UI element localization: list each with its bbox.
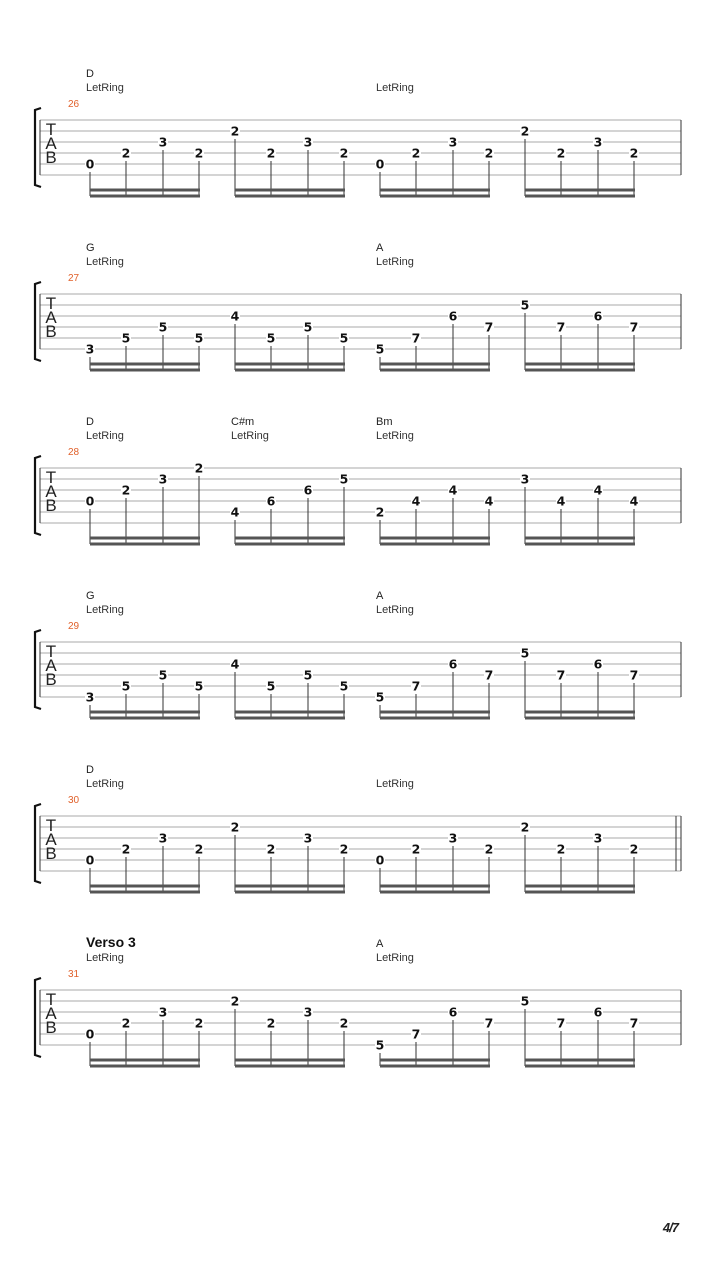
fret-number: 2	[121, 482, 131, 498]
let-ring-label: LetRing	[376, 82, 414, 94]
beam-primary	[235, 189, 345, 192]
page-number: 4/7	[662, 1220, 678, 1235]
let-ring-label: LetRing	[86, 82, 124, 94]
beam-secondary	[235, 891, 345, 894]
tab-clef-letter: B	[45, 670, 57, 689]
measure-number: 29	[68, 621, 80, 632]
fret-number: 2	[230, 123, 240, 139]
beam-primary	[90, 885, 200, 888]
tab-system	[35, 590, 681, 720]
fret-number: 2	[556, 145, 566, 161]
beam-group	[520, 646, 639, 720]
fret-number: 4	[448, 482, 458, 498]
fret-number: 7	[629, 1015, 639, 1031]
fret-number: 5	[303, 319, 313, 335]
fret-number: 5	[339, 471, 349, 487]
fret-number: 3	[593, 134, 603, 150]
fret-number: 3	[158, 134, 168, 150]
fret-number: 2	[520, 819, 530, 835]
fret-number: 2	[411, 841, 421, 857]
measure-number: 31	[68, 969, 80, 980]
fret-number: 4	[629, 493, 639, 509]
beam-primary	[380, 1059, 490, 1062]
fret-number: 2	[484, 841, 494, 857]
chord-name: A	[376, 590, 384, 602]
fret-number: 5	[375, 341, 385, 357]
beam-group	[375, 483, 494, 546]
tab-clef-letter: A	[45, 308, 57, 327]
fret-number: 6	[448, 1004, 458, 1020]
fret-number: 3	[303, 1004, 313, 1020]
measure-number: 28	[68, 447, 80, 458]
beam-secondary	[380, 195, 490, 198]
beam-primary	[235, 711, 345, 714]
fret-number: 5	[303, 667, 313, 683]
beam-group	[85, 1005, 204, 1068]
beam-group	[230, 994, 349, 1068]
fret-number: 2	[629, 841, 639, 857]
tab-clef-letter: B	[45, 496, 57, 515]
fret-number: 6	[593, 656, 603, 672]
beam-group	[230, 820, 349, 894]
tab-clef-letter: B	[45, 148, 57, 167]
let-ring-label: LetRing	[86, 430, 124, 442]
fret-number: 2	[194, 460, 204, 476]
beam-primary	[380, 363, 490, 366]
beam-secondary	[525, 1065, 635, 1068]
beam-primary	[525, 1059, 635, 1062]
fret-number: 2	[121, 145, 131, 161]
fret-number: 7	[411, 678, 421, 694]
fret-number: 7	[484, 667, 494, 683]
chord-name: D	[86, 68, 94, 80]
fret-number: 4	[230, 656, 240, 672]
let-ring-label: LetRing	[86, 256, 124, 268]
fret-number: 7	[411, 330, 421, 346]
beam-group	[375, 309, 494, 372]
fret-number: 7	[629, 667, 639, 683]
let-ring-label: LetRing	[376, 604, 414, 616]
tab-clef-letter: A	[45, 1004, 57, 1023]
fret-number: 2	[266, 145, 276, 161]
fret-number: 3	[520, 471, 530, 487]
beam-group	[230, 657, 349, 720]
beam-secondary	[90, 891, 200, 894]
fret-number: 5	[339, 678, 349, 694]
chord-name: G	[86, 242, 95, 254]
let-ring-label: LetRing	[86, 778, 124, 790]
fret-number: 5	[520, 297, 530, 313]
beam-primary	[380, 885, 490, 888]
tab-clef-letter: T	[45, 468, 57, 487]
tab-clef-letter: A	[45, 134, 57, 153]
chord-name: Bm	[376, 416, 393, 428]
fret-number: 5	[158, 667, 168, 683]
fret-number: 5	[194, 678, 204, 694]
fret-number: 0	[375, 156, 385, 172]
beam-group	[230, 124, 349, 198]
let-ring-label: LetRing	[376, 952, 414, 964]
fret-number: 5	[158, 319, 168, 335]
beam-group	[230, 472, 349, 546]
fret-number: 4	[230, 504, 240, 520]
tab-clef-letter: T	[45, 990, 57, 1009]
chord-name: D	[86, 764, 94, 776]
beam-secondary	[525, 195, 635, 198]
beam-secondary	[380, 891, 490, 894]
fret-number: 7	[411, 1026, 421, 1042]
fret-number: 2	[520, 123, 530, 139]
fret-number: 5	[375, 1037, 385, 1053]
tab-system	[35, 934, 681, 1068]
fret-number: 0	[85, 493, 95, 509]
fret-number: 2	[411, 145, 421, 161]
beam-secondary	[90, 543, 200, 546]
beam-primary	[525, 537, 635, 540]
beam-primary	[235, 885, 345, 888]
measure-number: 30	[68, 795, 80, 806]
beam-group	[520, 472, 639, 546]
beam-group	[375, 657, 494, 720]
tab-clef-letter: B	[45, 322, 57, 341]
fret-number: 6	[593, 308, 603, 324]
fret-number: 6	[266, 493, 276, 509]
beam-secondary	[90, 1065, 200, 1068]
let-ring-label: LetRing	[376, 430, 414, 442]
fret-number: 2	[339, 145, 349, 161]
beam-primary	[90, 537, 200, 540]
fret-number: 6	[303, 482, 313, 498]
beam-secondary	[235, 195, 345, 198]
beam-secondary	[380, 543, 490, 546]
fret-number: 2	[266, 841, 276, 857]
fret-number: 0	[375, 852, 385, 868]
beam-group	[375, 1005, 494, 1068]
fret-number: 7	[484, 319, 494, 335]
beam-primary	[525, 885, 635, 888]
fret-number: 2	[266, 1015, 276, 1031]
fret-number: 5	[121, 678, 131, 694]
beam-primary	[235, 537, 345, 540]
fret-number: 2	[339, 841, 349, 857]
fret-number: 3	[303, 830, 313, 846]
fret-number: 3	[158, 471, 168, 487]
fret-number: 3	[158, 1004, 168, 1020]
fret-number: 7	[556, 1015, 566, 1031]
fret-number: 2	[230, 993, 240, 1009]
fret-number: 2	[194, 1015, 204, 1031]
beam-primary	[380, 537, 490, 540]
fret-number: 4	[593, 482, 603, 498]
let-ring-label: LetRing	[376, 256, 414, 268]
beam-secondary	[525, 891, 635, 894]
fret-number: 3	[448, 830, 458, 846]
beam-primary	[380, 189, 490, 192]
tab-system	[35, 242, 681, 372]
fret-number: 5	[266, 330, 276, 346]
fret-number: 7	[556, 667, 566, 683]
beam-secondary	[235, 543, 345, 546]
chord-name: A	[376, 938, 384, 950]
beam-secondary	[235, 1065, 345, 1068]
beam-primary	[380, 711, 490, 714]
fret-number: 3	[85, 689, 95, 705]
tab-system	[35, 68, 681, 198]
beam-group	[520, 298, 639, 372]
fret-number: 0	[85, 852, 95, 868]
beam-group	[230, 309, 349, 372]
beam-secondary	[380, 717, 490, 720]
fret-number: 0	[85, 1026, 95, 1042]
tab-clef-letter: A	[45, 482, 57, 501]
tab-clef-letter: T	[45, 642, 57, 661]
fret-number: 3	[303, 134, 313, 150]
fret-number: 4	[556, 493, 566, 509]
beam-primary	[235, 363, 345, 366]
fret-number: 7	[484, 1015, 494, 1031]
fret-number: 6	[448, 308, 458, 324]
fret-number: 2	[194, 145, 204, 161]
fret-number: 5	[520, 645, 530, 661]
fret-number: 0	[85, 156, 95, 172]
fret-number: 5	[194, 330, 204, 346]
fret-number: 3	[158, 830, 168, 846]
tab-clef-letter: T	[45, 120, 57, 139]
beam-group	[85, 461, 204, 546]
fret-number: 5	[339, 330, 349, 346]
fret-number: 3	[85, 341, 95, 357]
beam-group	[375, 135, 494, 198]
let-ring-label: LetRing	[86, 604, 124, 616]
chord-name: G	[86, 590, 95, 602]
fret-number: 5	[266, 678, 276, 694]
fret-number: 6	[593, 1004, 603, 1020]
beam-secondary	[525, 543, 635, 546]
beam-secondary	[90, 717, 200, 720]
beam-primary	[525, 711, 635, 714]
beam-group	[520, 820, 639, 894]
beam-secondary	[235, 717, 345, 720]
chord-name: D	[86, 416, 94, 428]
fret-number: 7	[629, 319, 639, 335]
fret-number: 2	[121, 841, 131, 857]
beam-primary	[90, 363, 200, 366]
chord-name: C#m	[231, 416, 255, 428]
beam-group	[375, 831, 494, 894]
beam-primary	[90, 189, 200, 192]
beam-secondary	[90, 195, 200, 198]
tab-system	[35, 416, 681, 546]
fret-number: 4	[484, 493, 494, 509]
let-ring-label: LetRing	[86, 952, 124, 964]
measure-number: 27	[68, 273, 80, 284]
beam-secondary	[525, 369, 635, 372]
beam-primary	[525, 189, 635, 192]
beam-secondary	[380, 1065, 490, 1068]
fret-number: 4	[411, 493, 421, 509]
tab-clef-letter: A	[45, 656, 57, 675]
fret-number: 5	[520, 993, 530, 1009]
tab-clef-letter: B	[45, 844, 57, 863]
section-label: Verso 3	[86, 934, 136, 950]
fret-number: 5	[121, 330, 131, 346]
beam-group	[520, 994, 639, 1068]
fret-number: 2	[230, 819, 240, 835]
fret-number: 2	[194, 841, 204, 857]
fret-number: 2	[556, 841, 566, 857]
beam-primary	[90, 1059, 200, 1062]
beam-secondary	[90, 369, 200, 372]
let-ring-label: LetRing	[231, 430, 269, 442]
beam-primary	[525, 363, 635, 366]
beam-group	[520, 124, 639, 198]
let-ring-label: LetRing	[376, 778, 414, 790]
beam-secondary	[525, 717, 635, 720]
beam-primary	[235, 1059, 345, 1062]
tab-clef-letter: B	[45, 1018, 57, 1037]
beam-group	[85, 831, 204, 894]
beam-secondary	[380, 369, 490, 372]
chord-name: A	[376, 242, 384, 254]
fret-number: 3	[448, 134, 458, 150]
fret-number: 2	[484, 145, 494, 161]
fret-number: 2	[121, 1015, 131, 1031]
tab-system	[35, 764, 681, 894]
beam-secondary	[235, 369, 345, 372]
tab-clef-letter: T	[45, 816, 57, 835]
fret-number: 3	[593, 830, 603, 846]
tab-clef-letter: A	[45, 830, 57, 849]
beam-primary	[90, 711, 200, 714]
tab-clef-letter: T	[45, 294, 57, 313]
fret-number: 2	[629, 145, 639, 161]
beam-group	[85, 135, 204, 198]
fret-number: 5	[375, 689, 385, 705]
measure-number: 26	[68, 99, 80, 110]
fret-number: 2	[375, 504, 385, 520]
fret-number: 2	[339, 1015, 349, 1031]
fret-number: 6	[448, 656, 458, 672]
fret-number: 4	[230, 308, 240, 324]
fret-number: 7	[556, 319, 566, 335]
